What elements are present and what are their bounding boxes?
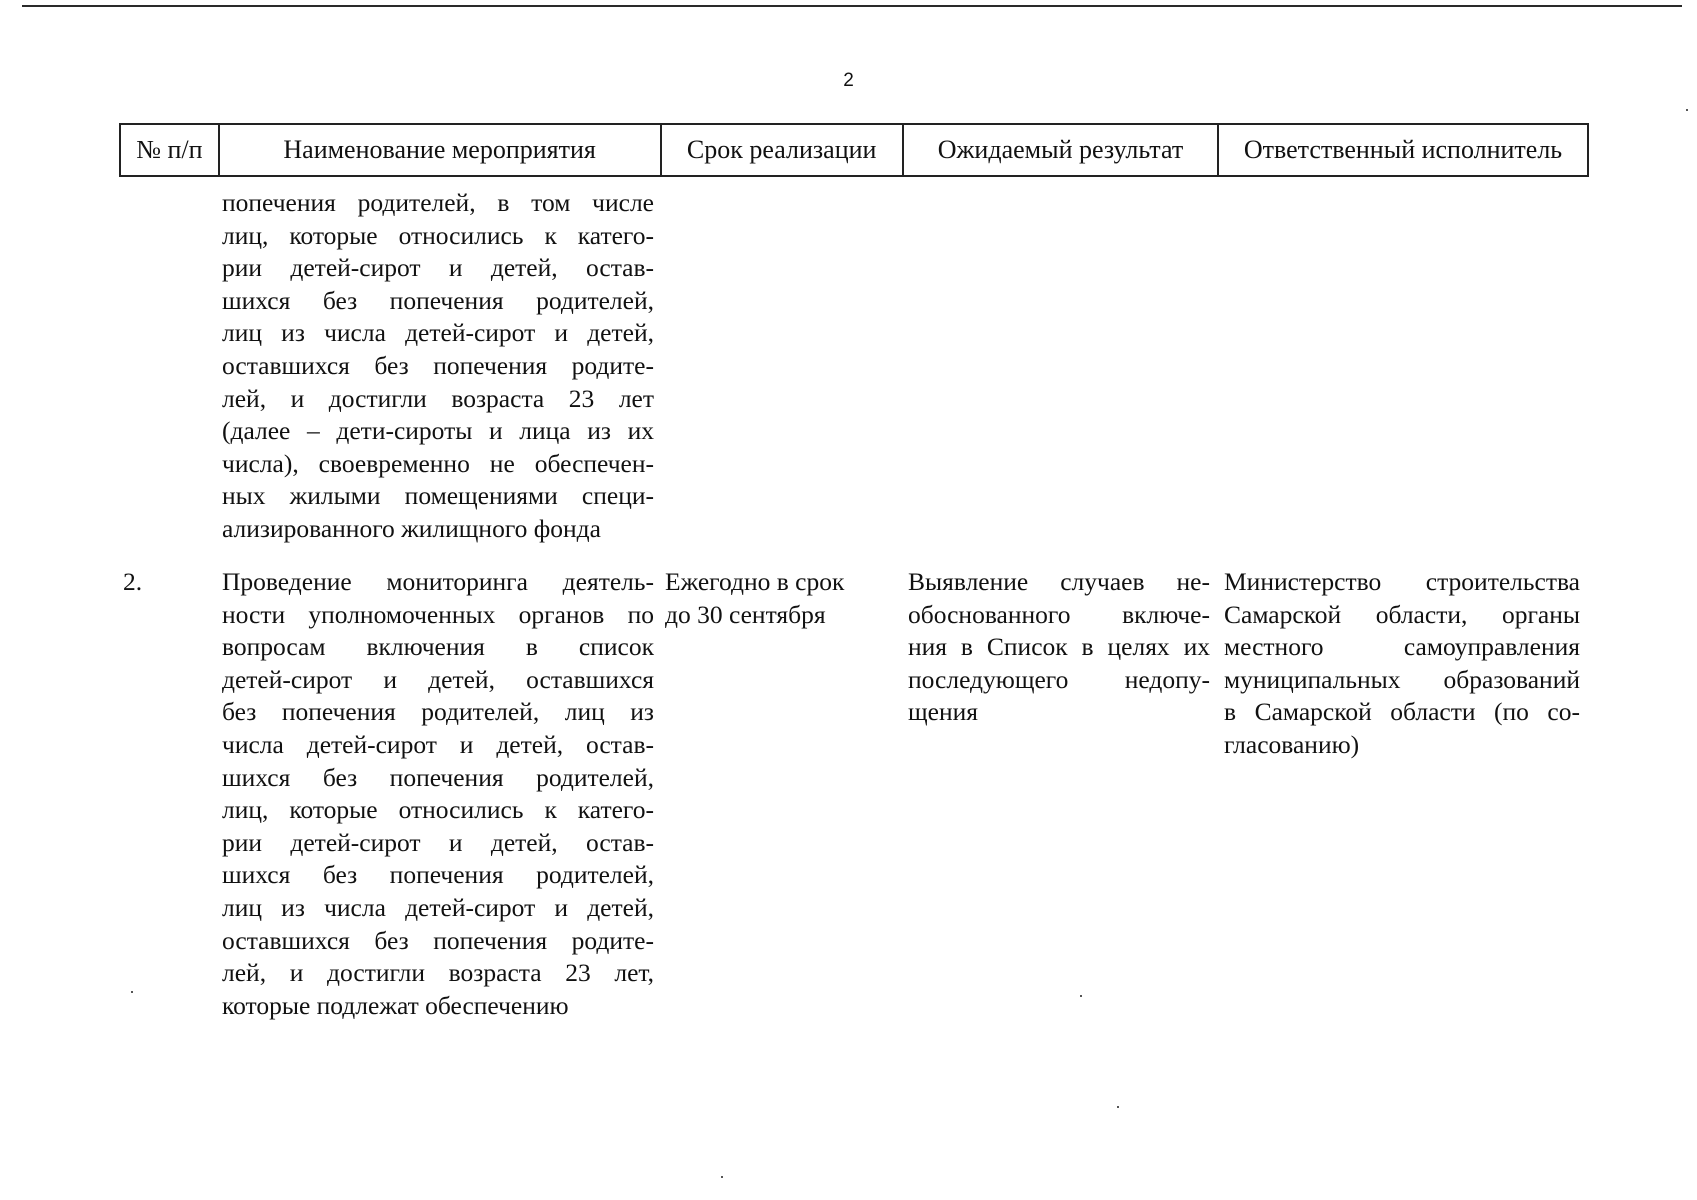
text-line: ния в Список в целях их bbox=[908, 632, 1210, 662]
text-line: ности уполномоченных органов по bbox=[222, 599, 654, 629]
text-line: лиц из числа детей-сирот и детей, bbox=[222, 892, 654, 922]
text-line: вопросам включения в список bbox=[222, 632, 654, 662]
text-line: последующего недопу- bbox=[908, 664, 1210, 694]
scan-speck bbox=[1686, 109, 1688, 111]
scan-speck bbox=[131, 991, 133, 993]
header-activity-name: Наименование мероприятия bbox=[220, 125, 662, 175]
text-line: Самарской области, органы bbox=[1224, 599, 1580, 629]
text-line: ных жилыми помещениями специ- bbox=[222, 481, 654, 511]
text-line: оставшихся без попечения родите- bbox=[222, 350, 654, 380]
text-line: ализированного жилищного фонда bbox=[222, 513, 601, 543]
text-line: лей, и достигли возраста 23 лет bbox=[222, 383, 654, 413]
text-line: местного самоуправления bbox=[1224, 632, 1580, 662]
text-line: рии детей-сирот и детей, остав- bbox=[222, 827, 654, 857]
row-2-responsible-executor bbox=[1224, 566, 1580, 762]
text-line: шихся без попечения родителей, bbox=[222, 860, 654, 890]
page-number: 2 bbox=[843, 70, 854, 91]
text-line: до 30 сентября bbox=[665, 599, 826, 629]
row-2-expected-result bbox=[908, 566, 1210, 729]
text-line: Министерство строительства bbox=[1224, 567, 1580, 596]
text-line: числа детей-сирот и детей, остав- bbox=[222, 729, 654, 759]
text-line: лиц из числа детей-сирот и детей, bbox=[222, 318, 654, 348]
text-line: щения bbox=[908, 697, 978, 727]
text-line: обоснованного включе- bbox=[908, 599, 1210, 629]
text-line: лиц, которые относились к катего- bbox=[222, 795, 654, 825]
text-line: которые подлежат обеспечению bbox=[222, 990, 569, 1020]
text-line: оставшихся без попечения родите- bbox=[222, 925, 654, 955]
text-line: (далее – дети-сироты и лица из их bbox=[222, 416, 654, 446]
row-2-activity-name bbox=[222, 566, 654, 1022]
row-2-term bbox=[665, 566, 895, 631]
text-line: числа), своевременно не обеспечен- bbox=[222, 448, 654, 478]
text-line: муниципальных образований bbox=[1224, 664, 1580, 694]
text-line: шихся без попечения родителей, bbox=[222, 762, 654, 792]
continuation-activity-name bbox=[222, 187, 654, 546]
text-line: лей, и достигли возраста 23 лет, bbox=[222, 958, 654, 988]
header-number: № п/п bbox=[121, 125, 220, 175]
scan-speck bbox=[721, 1176, 723, 1178]
row-2-number: 2. bbox=[123, 567, 143, 596]
text-line: Ежегодно в срок bbox=[665, 567, 845, 596]
scan-speck bbox=[1117, 1106, 1119, 1108]
text-line: без попечения родителей, лиц из bbox=[222, 697, 654, 727]
text-line: попечения родителей, в том числе bbox=[222, 188, 654, 217]
text-line: лиц, которые относились к катего- bbox=[222, 220, 654, 250]
text-line: шихся без попечения родителей, bbox=[222, 285, 654, 315]
table-header bbox=[119, 123, 1589, 177]
text-line: гласованию) bbox=[1224, 729, 1360, 759]
text-line: детей-сирот и детей, оставшихся bbox=[222, 664, 654, 694]
text-line: Проведение мониторинга деятель- bbox=[222, 567, 654, 596]
text-line: в Самарской области (по со- bbox=[1224, 697, 1580, 727]
top-border-line bbox=[22, 5, 1682, 7]
text-line: рии детей-сирот и детей, остав- bbox=[222, 253, 654, 283]
text-line: Выявление случаев не- bbox=[908, 567, 1210, 596]
header-term: Срок реализации bbox=[662, 125, 904, 175]
header-expected-result: Ожидаемый результат bbox=[904, 125, 1219, 175]
header-responsible-executor: Ответственный исполнитель bbox=[1243, 135, 1563, 164]
scan-speck bbox=[1080, 995, 1082, 997]
